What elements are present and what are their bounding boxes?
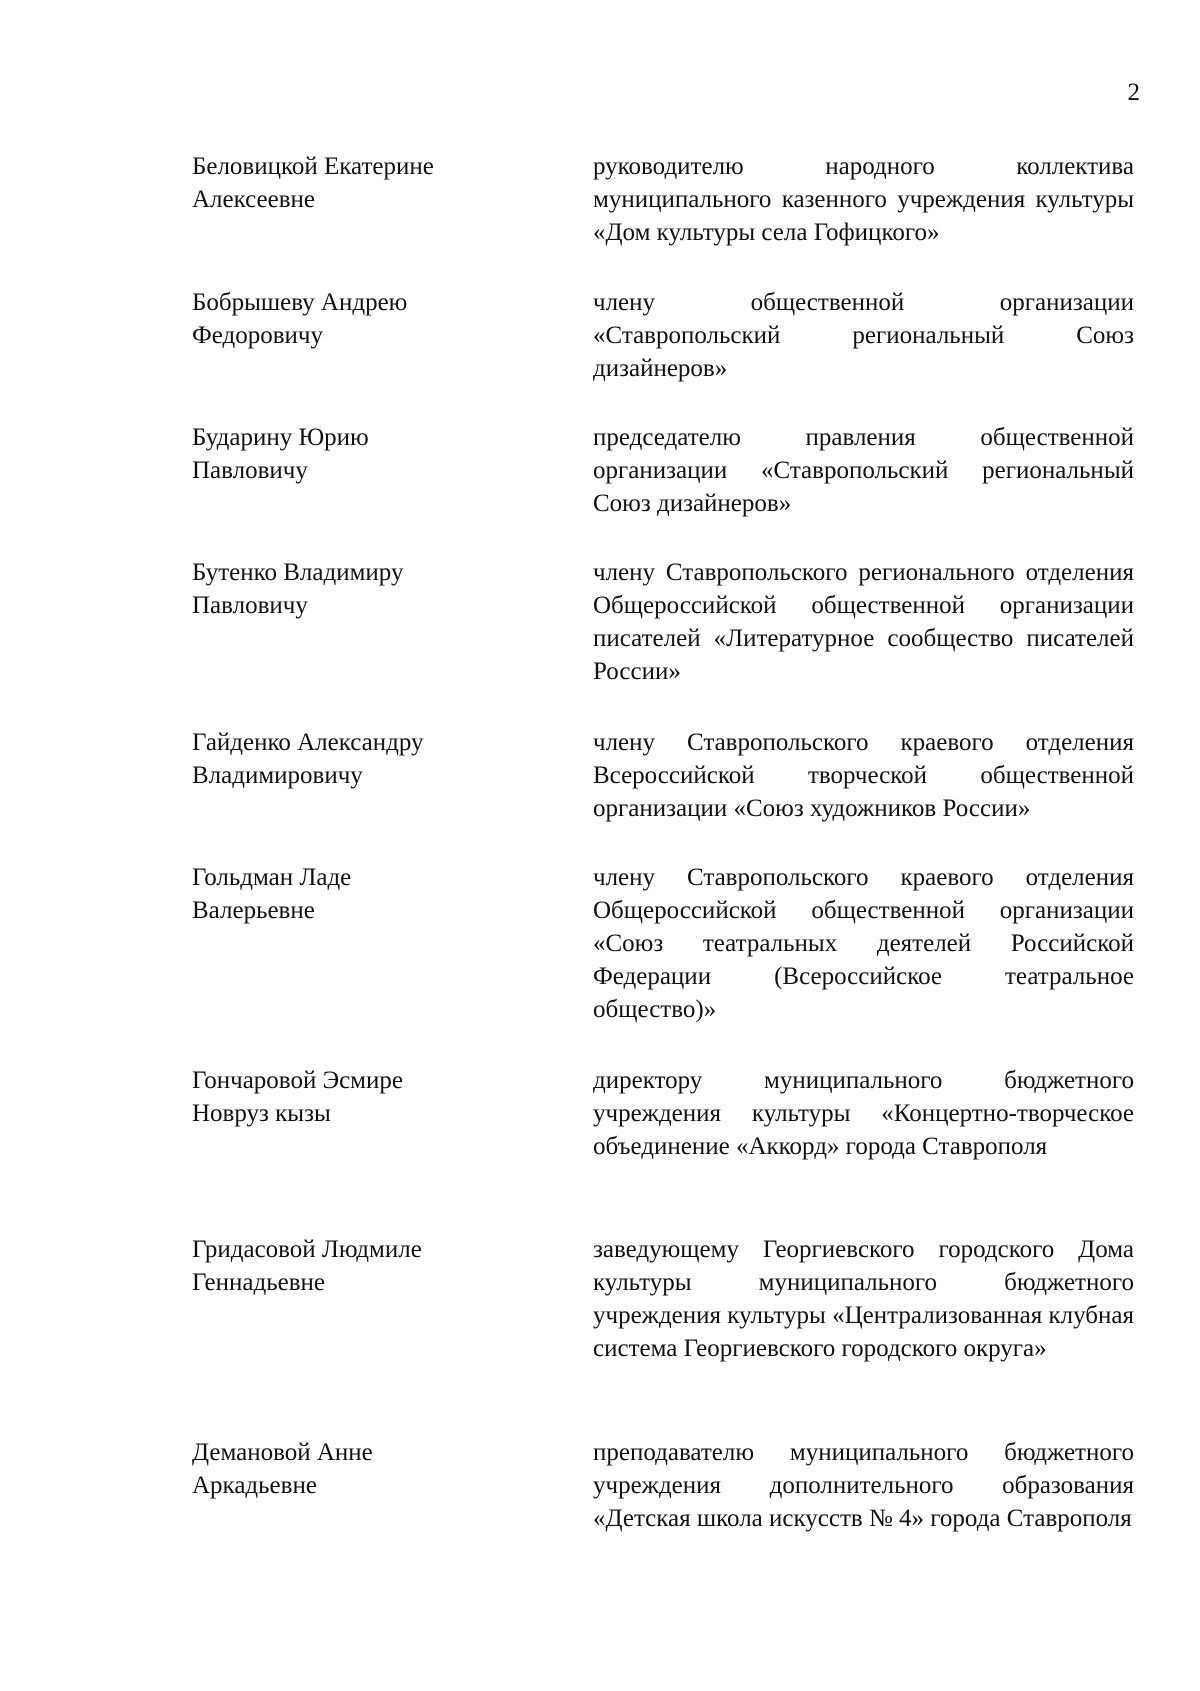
person-position: преподавателю муниципального бюджетного учреждения дополнительного образования «Детская школа искусств № 4» города Ставрополя (593, 1439, 1134, 1532)
name-line-2: Алексеевне (192, 186, 316, 213)
name-line-1: Бударину Юрию (192, 424, 369, 451)
person-position: члену общественной организации «Ставропольский региональный Союз дизайнеров» (593, 289, 1134, 382)
person-position: члену Ставропольского краевого отделения Общероссийской общественной организации «Союз театральных деятелей Российской Федерации (Всероссийское театральное общество)» (593, 864, 1134, 1023)
person-name (192, 1064, 522, 1130)
person-position: члену Ставропольского краевого отделения Всероссийской творческой общественной организации «Союз художников России» (593, 729, 1134, 822)
name-line-1: Беловицкой Екатерине (192, 153, 434, 180)
person-position: директору муниципального бюджетного учреждения культуры «Концертно-творческое объединение «Аккорд» города Ставрополя (593, 1067, 1134, 1160)
person-name (192, 1233, 522, 1299)
person-name (192, 726, 522, 792)
person-position: члену Ставропольского регионального отделения Общероссийской общественной организации писателей «Литературное сообщество писателей России» (593, 559, 1134, 685)
name-line-2: Валерьевне (192, 897, 315, 924)
name-line-2: Геннадьевне (192, 1269, 325, 1296)
name-line-2: Павловичу (192, 592, 308, 619)
name-line-1: Гридасовой Людмиле (192, 1236, 422, 1263)
person-position: руководителю народного коллектива муниципального казенного учреждения культуры «Дом культуры села Гофицкого» (593, 153, 1134, 246)
name-line-1: Бутенко Владимиру (192, 559, 404, 586)
name-line-2: Федоровичу (192, 322, 323, 349)
name-line-1: Демановой Анне (192, 1439, 373, 1466)
name-line-1: Гольдман Ладе (192, 864, 352, 891)
person-position: председателю правления общественной организации «Ставропольский региональный Союз дизайнеров» (593, 424, 1134, 517)
person-name (192, 556, 522, 622)
person-name (192, 861, 522, 927)
name-line-2: Новруз кызы (192, 1100, 331, 1127)
name-line-2: Аркадьевне (192, 1472, 317, 1499)
name-line-1: Бобрышеву Андрею (192, 289, 408, 316)
name-line-1: Гайденко Александру (192, 729, 424, 756)
page-number: 2 (1127, 79, 1140, 106)
person-name (192, 421, 522, 487)
name-line-1: Гончаровой Эсмире (192, 1067, 403, 1094)
name-line-2: Павловичу (192, 457, 308, 484)
name-line-2: Владимировичу (192, 762, 363, 789)
person-name (192, 150, 522, 216)
person-name (192, 1436, 522, 1502)
person-name (192, 286, 522, 352)
person-position: заведующему Георгиевского городского Дома культуры муниципального бюджетного учреждения культуры «Централизованная клубная система Георгиевского городского округа» (593, 1236, 1134, 1362)
